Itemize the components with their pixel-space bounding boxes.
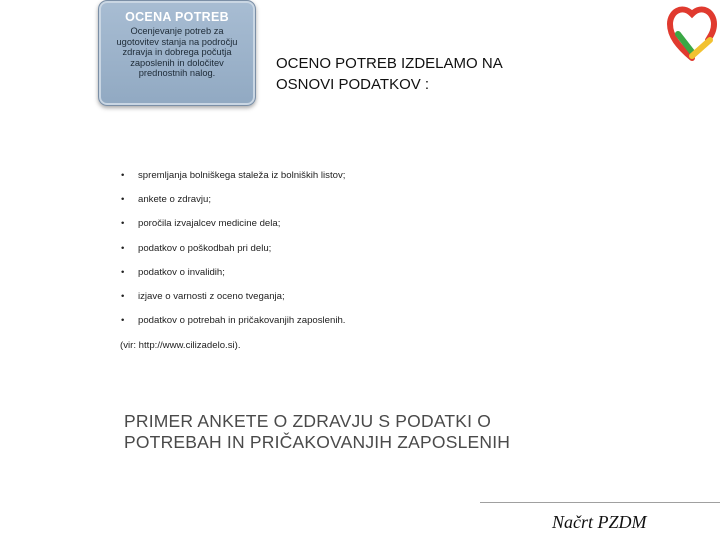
bullet-icon: • [121,218,125,230]
card-body: Ocenjevanje potreb za ugotovitev stanja na področju zdravja in dobrega počutja zaposlenih in določitev prednostnih nalog. [116,26,238,79]
footer-title: Načrt PZDM [552,512,647,532]
list-item: • podatkov o invalidih; [121,266,225,278]
list-item: • podatkov o poškodbah pri delu; [121,242,272,254]
list-item: • poročila izvajalcev medicine dela; [121,218,281,230]
bullet-icon: • [121,266,125,278]
ocena-potreb-card [98,0,256,106]
page-heading: OCENO POTREB IZDELAMO NA OSNOVI PODATKOV : [276,55,502,93]
bullet-icon: • [121,290,125,302]
list-item: • ankete o zdravju; [121,194,212,206]
bullet-icon: • [121,242,125,254]
bullet-icon: • [121,315,125,327]
data-sources-list [118,170,345,339]
bullet-icon: • [121,170,125,181]
bullet-icon: • [121,194,125,206]
list-item: • podatkov o potrebah in pričakovanjih zaposlenih. [121,315,346,327]
source-citation: (vir: http://www.cilizadelo.si). [120,340,241,351]
list-item: • izjave o varnosti z oceno tveganja; [121,290,285,302]
card-title: OCENA POTREB [125,10,229,24]
survey-banner: PRIMER ANKETE O ZDRAVJU S PODATKI O POTREBAH IN PRIČAKOVANJIH ZAPOSLENIH [124,411,511,452]
heart-logo-icon [664,0,720,70]
list-item: • spremljanja bolniškega staleža iz bolniških listov; [121,170,346,181]
footer-divider [480,502,720,503]
